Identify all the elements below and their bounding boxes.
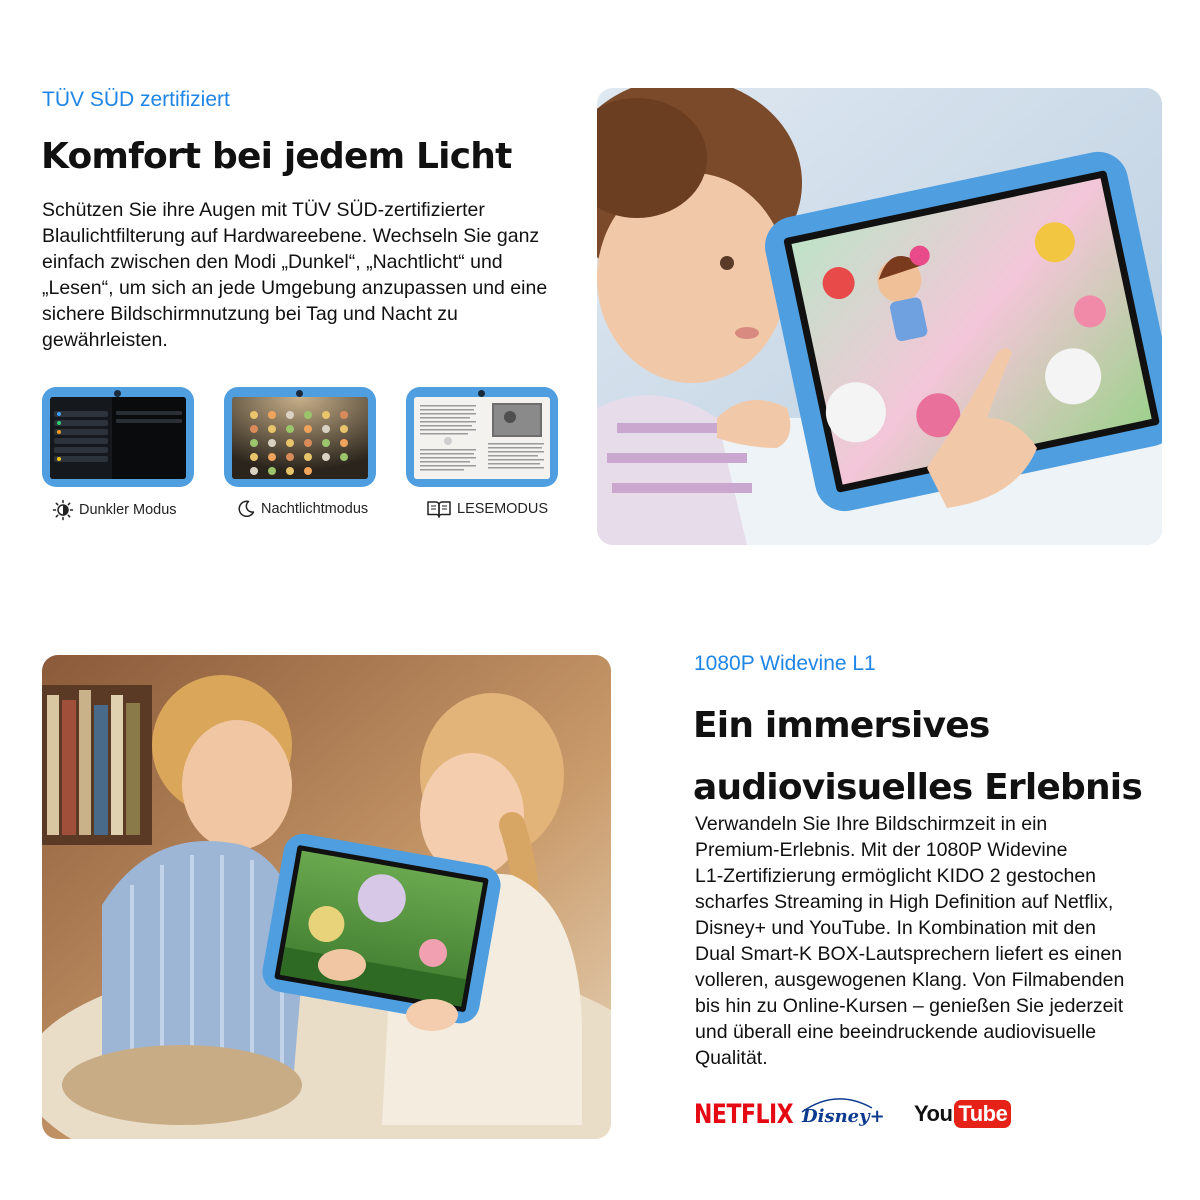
dark-screen: [50, 397, 186, 479]
open-book-icon: [426, 499, 452, 519]
reading-mode-label: [426, 499, 548, 519]
section2-body-line: bis hin zu Online-Kursen – genießen Sie jederzeit: [695, 995, 1124, 1017]
youtube-tube-text: Tube: [954, 1100, 1011, 1128]
tablet-frame: [406, 387, 558, 487]
section2-eyebrow: 1080P Widevine L1: [694, 652, 876, 675]
night-light-label: [236, 499, 368, 519]
camera-dot: [114, 390, 121, 397]
camera-dot: [296, 390, 303, 397]
section2-body-line: Disney+ und YouTube. In Kombination mit den: [695, 917, 1096, 939]
app-grid-illustration: [232, 397, 368, 479]
child-tablet-illustration: [597, 88, 1162, 545]
section2-body: [695, 811, 1165, 1071]
dark-settings-illustration: [50, 397, 186, 479]
section2-title-line: Ein immersives: [693, 705, 990, 746]
section1-eyebrow: TÜV SÜD zertifiziert: [42, 88, 230, 111]
section2-body-line: L1-Zertifizierung ermöglicht KIDO 2 gestochen: [695, 865, 1097, 887]
night-light-screen: [232, 397, 368, 479]
dark-mode-label: [52, 499, 177, 521]
streaming-logos: [694, 1094, 1008, 1138]
section2-body-line: und überall eine beeindruckende audiovisuelle: [695, 1021, 1097, 1043]
netflix-logo: NETFLIX: [694, 1100, 794, 1130]
sun-half-icon: [52, 499, 74, 521]
section2-body-line: Verwandeln Sie Ihre Bildschirmzeit in ein: [695, 813, 1048, 835]
mode-label-text: LESEMODUS: [457, 501, 549, 517]
section1-body-line: einfach zwischen den Modi „Dunkel“, „Nachtlicht“ und: [42, 251, 503, 273]
disney-plus-text: Disney+: [802, 1106, 885, 1127]
child-tablet-photo: [597, 88, 1162, 545]
camera-dot: [478, 390, 485, 397]
section1-body-line: sichere Bildschirmnutzung bei Tag und Nacht zu: [42, 303, 458, 325]
section2-body-line: Qualität.: [695, 1047, 768, 1069]
dark-mode-thumbnail: [42, 387, 194, 518]
section1-body-line: Blaulichtfilterung auf Hardwareebene. Wechseln Sie ganz: [42, 225, 540, 247]
youtube-logo: [914, 1100, 1011, 1128]
disney-plus-logo: [802, 1094, 885, 1127]
tablet-frame: [224, 387, 376, 487]
reading-screen: [414, 397, 550, 479]
section2-body-line: scharfes Streaming in High Definition auf Netflix,: [695, 891, 1114, 913]
section2-body-line: Premium-Erlebnis. Mit der 1080P Widevine: [695, 839, 1068, 861]
section1-body-line: Schützen Sie ihre Augen mit TÜV SÜD-zertifizierter: [42, 199, 485, 221]
kids-tablet-illustration: [42, 655, 611, 1139]
section2-body-line: Dual Smart-K BOX-Lautsprechern liefert es einen: [695, 943, 1123, 965]
tablet-frame: [42, 387, 194, 487]
section2-title-line: audiovisuelles Erlebnis: [693, 767, 1142, 808]
section1-body-line: „Lesen“, um sich an jede Umgebung anzupassen und eine: [42, 277, 548, 299]
section2-body-line: volleren, ausgewogenen Klang. Von Filmabenden: [695, 969, 1125, 991]
section2-title: [693, 695, 1142, 819]
section1-body: [42, 197, 582, 353]
mode-label-text: Dunkler Modus: [79, 502, 177, 518]
ebook-page-illustration: [414, 397, 550, 479]
moon-icon: [236, 499, 256, 519]
section1-title: Komfort bei jedem Licht: [41, 136, 512, 177]
reading-mode-thumbnail: [406, 387, 558, 517]
kids-sharing-tablet-photo: [42, 655, 611, 1139]
night-light-thumbnail: [224, 387, 376, 517]
youtube-you-text: You: [914, 1101, 953, 1126]
mode-label-text: Nachtlichtmodus: [261, 501, 369, 517]
section1-body-line: gewährleisten.: [42, 329, 168, 351]
